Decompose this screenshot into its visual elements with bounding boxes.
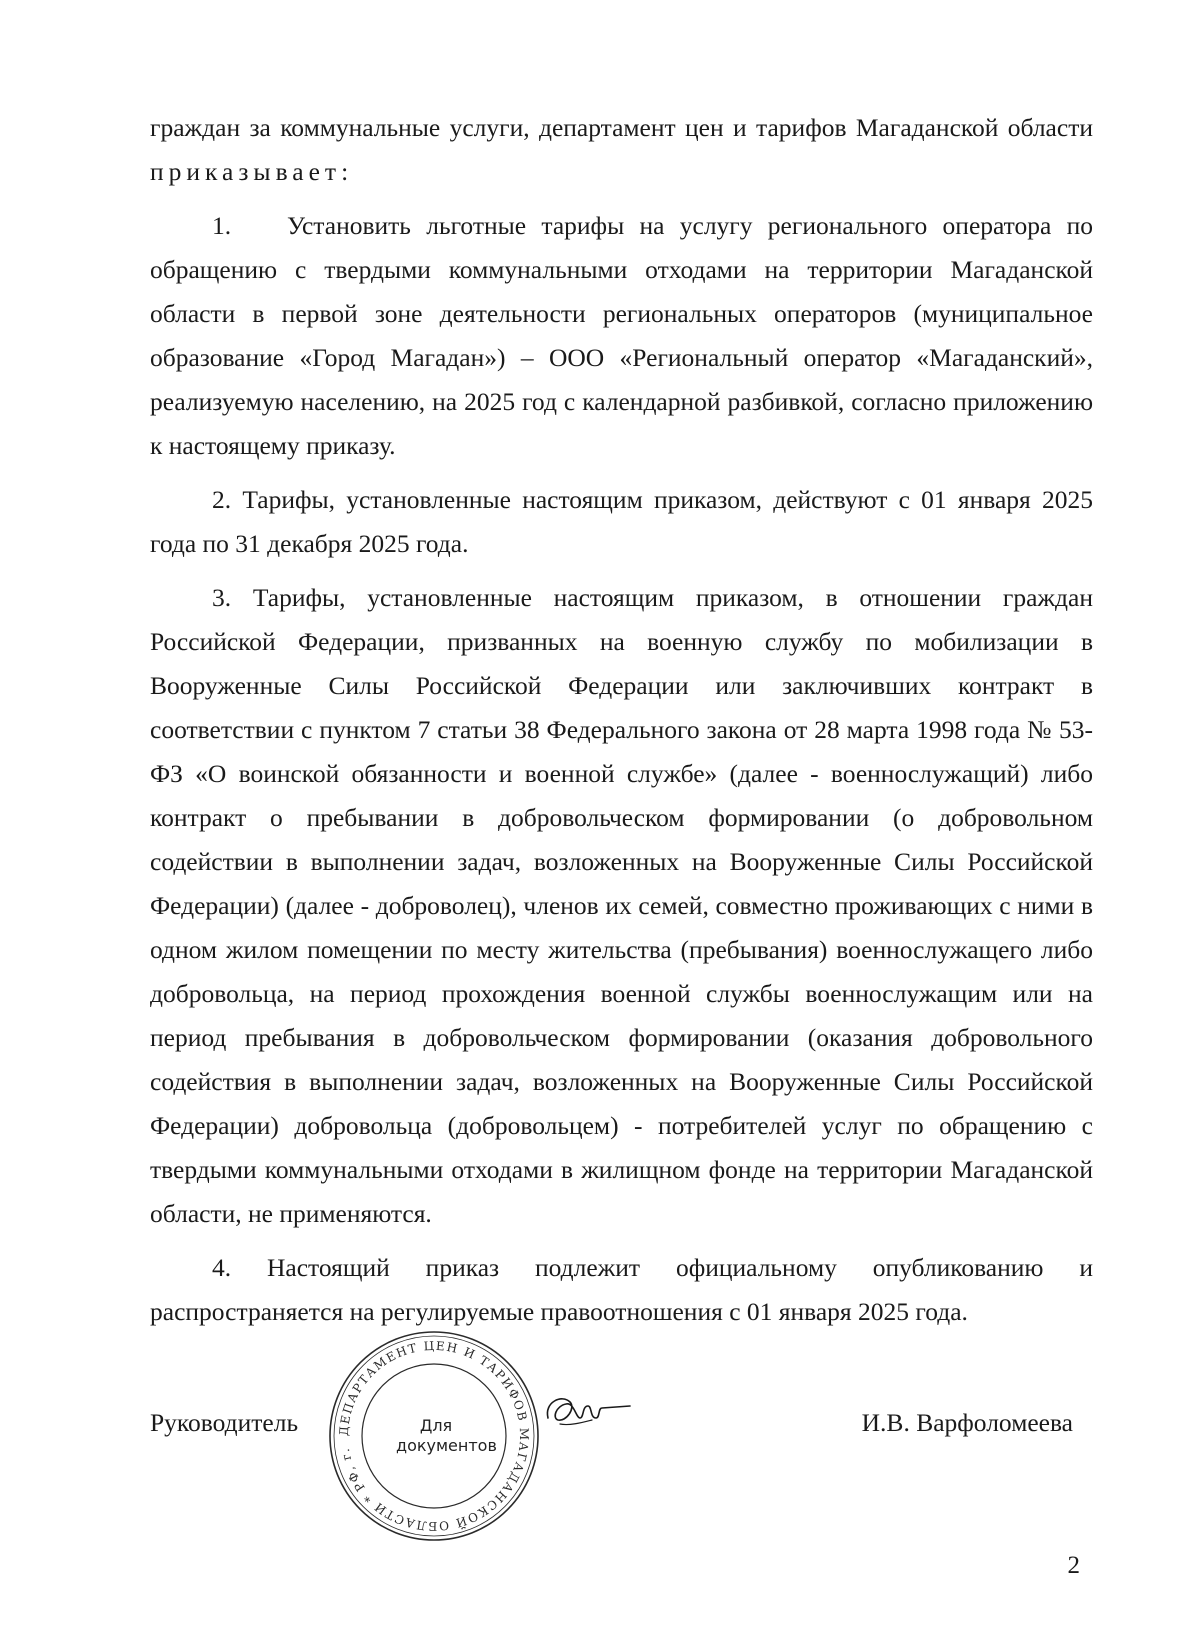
seal-center	[396, 1416, 497, 1456]
clause-3: 3. Тарифы, установленные настоящим приказом, в отношении граждан Российской Федерации, призванных на военную службу по мобилизации в Вооруженные Силы Российской Федерации или заключивших контракт в соответствии с пунктом 7 статьи 38 Федерального закона от 28 марта 1998 года № 53-ФЗ «О воинской обязанности и военной службе» (далее - военнослужащий) либо контракт о пребывании в добровольческом формировании (о добровольном содействии в выполнении задач, возложенных на Вооруженные Силы Российской Федерации) (далее - доброволец), членов их семей, совместно проживающих с ними в одном жилом помещении по месту жительства (пребывания) военнослужащего либо добровольца, на период прохождения военной службы военнослужащим или на период пребывания в добровольческом формировании (оказания добровольного содействия в выполнении задач, возложенных на Вооруженные Силы Российской Федерации) добровольца (добровольцем) - потребителей услуг по обращению с твердыми коммунальными отходами в жилищном фонде на территории Магаданской области, не применяются.	[150, 583, 1093, 1228]
intro-colon: :	[341, 157, 349, 186]
clause-1-number: 1.	[212, 211, 232, 240]
clause-1	[150, 204, 1093, 468]
signature-icon	[540, 1388, 640, 1438]
seal-ring-text: ДЕПАРТАМЕНТ ЦЕН И ТАРИФОВ МАГАДАНСКОЙ ОБЛАСТИ * РФ, г.	[336, 1338, 532, 1534]
seal-center-line-2: документов	[396, 1436, 497, 1455]
intro-spaced-word: приказывает	[150, 157, 342, 186]
document-body	[150, 106, 1093, 1334]
handwritten-signature	[540, 1388, 640, 1438]
signatory-name: И.В. Варфоломеева	[861, 1408, 1073, 1437]
intro-paragraph	[150, 106, 1093, 194]
signatory-position: Руководитель	[150, 1408, 299, 1437]
seal-center-line-1: Для	[419, 1416, 453, 1435]
page-number: 2	[1067, 1552, 1080, 1579]
official-seal	[326, 1328, 542, 1544]
intro-text: граждан за коммунальные услуги, департамент цен и тарифов Магаданской области	[150, 113, 1093, 142]
clause-2: 2. Тарифы, установленные настоящим приказом, действуют с 01 января 2025 года по 31 декабря 2025 года.	[150, 485, 1093, 558]
clause-1-text: Установить льготные тарифы на услугу регионального оператора по обращению с твердыми коммунальными отходами на территории Магаданской области в первой зоне деятельности региональных операторов (муниципальное образование «Город Магадан») – ООО «Региональный оператор «Магаданский», реализуемую населению, на 2025 год с календарной разбивкой, согласно приложению к настоящему приказу.	[150, 211, 1093, 460]
clause-4: 4. Настоящий приказ подлежит официальному опубликованию и распространяется на регулируемые правоотношения с 01 января 2025 года.	[150, 1253, 1093, 1326]
